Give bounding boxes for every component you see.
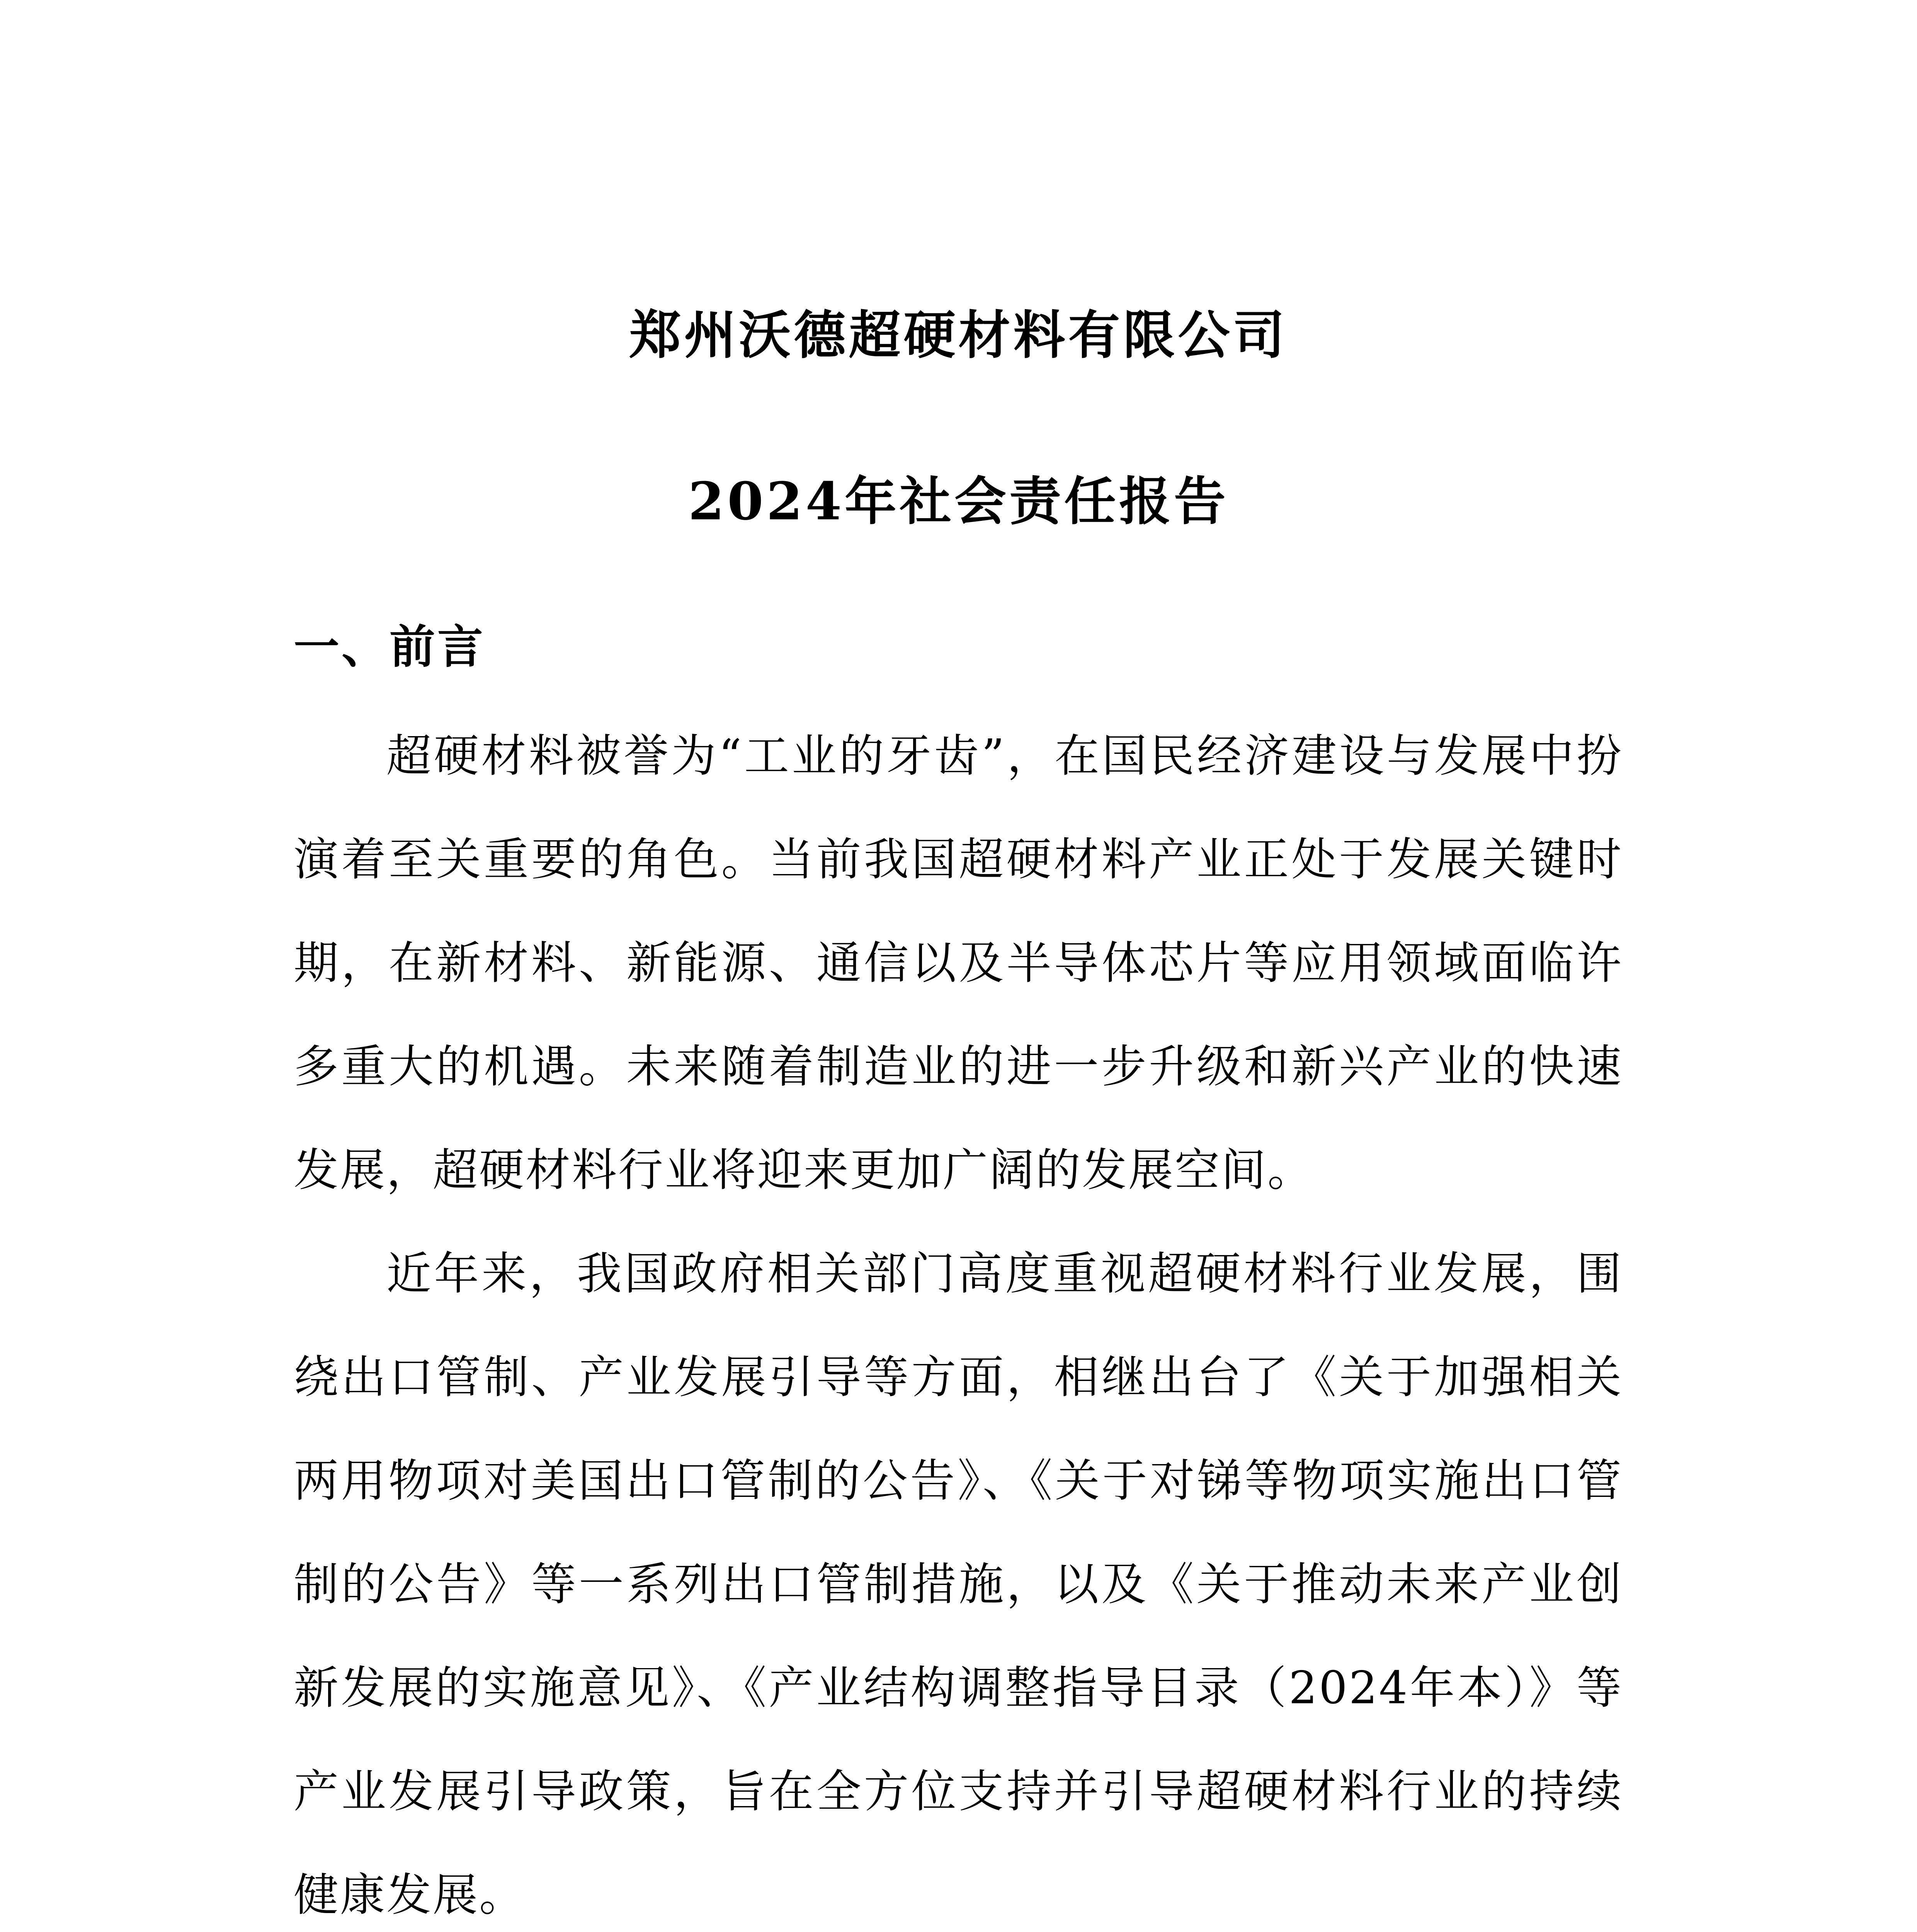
report-title: 2024年社会责任报告: [688, 471, 1229, 532]
body-text: [294, 704, 1623, 1932]
paragraph: 近年来，我国政府相关部门高度重视超硬材料行业发展，围绕出口管制、产业发展引导等方面，相继出台了《关于加强相关两用物项对美国出口管制的公告》、《关于对锑等物项实施出口管制的公告》等一系列出口管制措施，以及《关于推动未来产业创新发展的实施意见》、《产业结构调整指导目录（2024年本）》等产业发展引导政策，旨在全方位支持并引导超硬材料行业的持续健康发展。: [294, 1248, 1623, 1921]
paragraph: 超硬材料被誉为“工业的牙齿”，在国民经济建设与发展中扮演着至关重要的角色。当前我国超硬材料产业正处于发展关键时期，在新材料、新能源、通信以及半导体芯片等应用领域面临许多重大的机遇。未来随着制造业的进一步升级和新兴产业的快速发展，超硬材料行业将迎来更加广阔的发展空间。: [294, 730, 1623, 1196]
section-heading: 一、前言: [294, 620, 486, 673]
company-title: 郑州沃德超硬材料有限公司: [629, 304, 1288, 366]
